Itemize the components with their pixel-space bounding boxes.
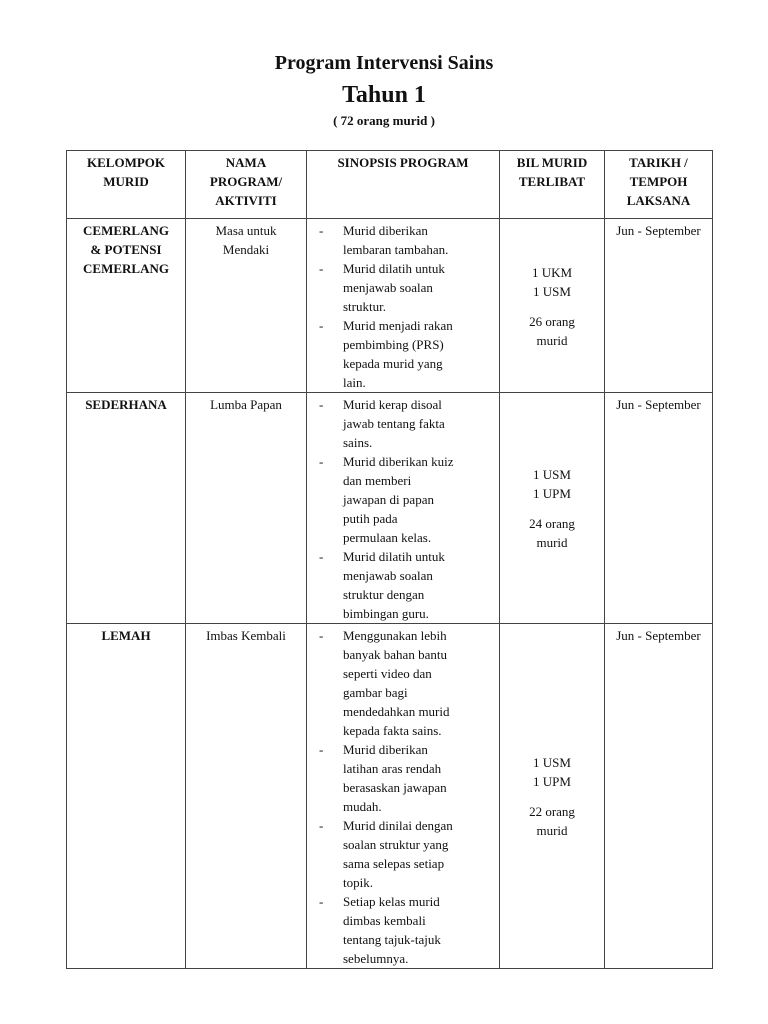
murid-total-text: 22 orang	[529, 804, 575, 819]
dash-bullet: -	[319, 261, 324, 276]
synopsis-line: permulaan kelas.	[343, 530, 432, 545]
synopsis-line: sains.	[343, 435, 373, 450]
group-cell	[67, 624, 186, 969]
synopsis-item	[319, 452, 493, 547]
table-row-cemerlang	[67, 219, 713, 393]
header-text: AKTIVITI	[215, 193, 277, 208]
synopsis-line: seperti video dan	[343, 666, 432, 681]
program-table	[66, 150, 713, 969]
murid-total-text: murid	[536, 823, 568, 838]
synopsis-list	[319, 395, 493, 623]
group-text: SEDERHANA	[85, 397, 167, 412]
murid-total-text: 26 orang	[529, 313, 575, 329]
murid-total-text: 24 orang	[529, 516, 575, 531]
header-text: TEMPOH	[629, 174, 688, 189]
header-text: BIL MURID	[516, 155, 588, 170]
header-text: SINOPSIS PROGRAM	[337, 155, 469, 170]
synopsis-line: Murid diberikan kuiz	[343, 454, 454, 469]
murid-total-block	[504, 802, 600, 840]
synopsis-cell	[307, 393, 500, 624]
dash-bullet: -	[319, 894, 324, 909]
synopsis-line: tentang tajuk-tajuk	[343, 932, 441, 947]
synopsis-line: Murid kerap disoal	[343, 397, 442, 412]
header-text: TARIKH /	[629, 155, 688, 170]
synopsis-line: sebelumnya.	[343, 951, 409, 966]
group-cell	[67, 219, 186, 393]
synopsis-item	[319, 316, 493, 392]
synopsis-line: lembaran tambahan.	[343, 242, 449, 257]
synopsis-line: kepada murid yang	[343, 356, 443, 371]
bil-count-text: 1 UKM	[531, 264, 573, 280]
synopsis-line: mudah.	[343, 799, 382, 814]
program-name-text: Masa untuk	[215, 223, 277, 238]
synopsis-line: putih pada	[343, 511, 398, 526]
program-name-text: Lumba Papan	[210, 397, 282, 412]
bil-count-block	[504, 753, 600, 791]
dash-bullet: -	[319, 742, 324, 757]
synopsis-line: latihan aras rendah	[343, 761, 442, 776]
bil-count-block	[504, 465, 600, 503]
dash-bullet: -	[319, 318, 324, 333]
header-text: LAKSANA	[626, 193, 691, 208]
synopsis-line: bimbingan guru.	[343, 606, 429, 621]
table-header-row	[67, 151, 713, 219]
synopsis-line: sama selepas setiap	[343, 856, 445, 871]
header-text: NAMA	[225, 155, 267, 170]
synopsis-line: jawapan di papan	[343, 492, 434, 507]
synopsis-line: lain.	[343, 375, 366, 390]
synopsis-line: struktur dengan	[343, 587, 425, 602]
header-sinopsis-program	[307, 151, 500, 219]
tarikh-cell: Jun - September	[605, 393, 713, 624]
murid-total-text: murid	[536, 332, 568, 348]
table-row-lemah	[67, 624, 713, 969]
synopsis-line: Murid dinilai dengan	[343, 818, 453, 833]
synopsis-line: menjawab soalan	[343, 280, 433, 295]
dash-bullet: -	[319, 223, 324, 238]
bil-count-text: 1 UPM	[533, 774, 571, 789]
synopsis-line: Murid diberikan	[343, 223, 428, 238]
bil-murid-cell	[500, 393, 605, 624]
bil-murid-cell	[500, 219, 605, 393]
group-text: & POTENSI	[90, 242, 162, 257]
synopsis-line: dimbas kembali	[343, 913, 426, 928]
header-tarikh-tempoh	[605, 151, 713, 219]
synopsis-item	[319, 259, 493, 316]
bil-count-text: 1 USM	[533, 467, 571, 482]
synopsis-list	[319, 221, 493, 392]
synopsis-item	[319, 626, 493, 740]
murid-total-text: murid	[536, 535, 568, 550]
synopsis-line: dan memberi	[343, 473, 412, 488]
synopsis-item	[319, 816, 493, 892]
synopsis-item	[319, 740, 493, 816]
synopsis-line: banyak bahan bantu	[343, 647, 447, 662]
synopsis-item	[319, 547, 493, 623]
program-name-cell	[186, 393, 307, 624]
tarikh-cell: Jun - September	[605, 624, 713, 969]
header-bil-murid	[500, 151, 605, 219]
program-name-text: Mendaki	[222, 242, 270, 257]
bil-murid-cell	[500, 624, 605, 969]
synopsis-item	[319, 221, 493, 259]
bil-count-block	[504, 263, 600, 301]
document-year-heading: Tahun 1	[342, 82, 426, 108]
synopsis-line: topik.	[343, 875, 373, 890]
synopsis-cell	[307, 624, 500, 969]
synopsis-line: Setiap kelas murid	[343, 894, 440, 909]
synopsis-line: kepada fakta sains.	[343, 723, 442, 738]
table-row-sederhana	[67, 393, 713, 624]
group-text: LEMAH	[101, 628, 151, 643]
header-text: MURID	[103, 174, 149, 189]
document-title: Program Intervensi Sains	[274, 52, 494, 74]
synopsis-line: Murid dilatih untuk	[343, 261, 445, 276]
program-name-cell	[186, 219, 307, 393]
murid-total-block	[504, 514, 600, 552]
program-name-text: Imbas Kembali	[206, 628, 286, 643]
synopsis-line: Murid diberikan	[343, 742, 428, 757]
bil-count-text: 1 USM	[533, 283, 571, 299]
synopsis-line: Murid menjadi rakan	[343, 318, 453, 333]
program-name-cell	[186, 624, 307, 969]
header-text: PROGRAM/	[209, 174, 283, 189]
group-cell	[67, 393, 186, 624]
header-text: KELOMPOK	[87, 155, 165, 170]
synopsis-line: soalan struktur yang	[343, 837, 449, 852]
document-subtitle: ( 72 orang murid )	[333, 113, 435, 128]
synopsis-line: jawab tentang fakta	[343, 416, 445, 431]
group-text: CEMERLANG	[83, 223, 169, 238]
synopsis-cell	[307, 219, 500, 393]
header-text: TERLIBAT	[518, 174, 586, 189]
synopsis-line: Menggunakan lebih	[343, 628, 447, 643]
dash-bullet: -	[319, 818, 324, 833]
synopsis-line: berasaskan jawapan	[343, 780, 447, 795]
header-nama-program	[186, 151, 307, 219]
header-kelompok-murid	[67, 151, 186, 219]
synopsis-list	[319, 626, 493, 968]
synopsis-line: mendedahkan murid	[343, 704, 450, 719]
group-text: CEMERLANG	[83, 261, 169, 276]
synopsis-line: pembimbing (PRS)	[343, 337, 444, 352]
synopsis-line: gambar bagi	[343, 685, 408, 700]
synopsis-line: Murid dilatih untuk	[343, 549, 445, 564]
dash-bullet: -	[319, 628, 324, 643]
synopsis-item	[319, 892, 493, 968]
murid-total-block	[504, 312, 600, 350]
bil-count-text: 1 UPM	[533, 486, 571, 501]
dash-bullet: -	[319, 454, 324, 469]
synopsis-item	[319, 395, 493, 452]
dash-bullet: -	[319, 397, 324, 412]
tarikh-cell: Jun - September	[605, 219, 713, 393]
synopsis-line: struktur.	[343, 299, 386, 314]
bil-count-text: 1 USM	[533, 755, 571, 770]
dash-bullet: -	[319, 549, 324, 564]
synopsis-line: menjawab soalan	[343, 568, 433, 583]
